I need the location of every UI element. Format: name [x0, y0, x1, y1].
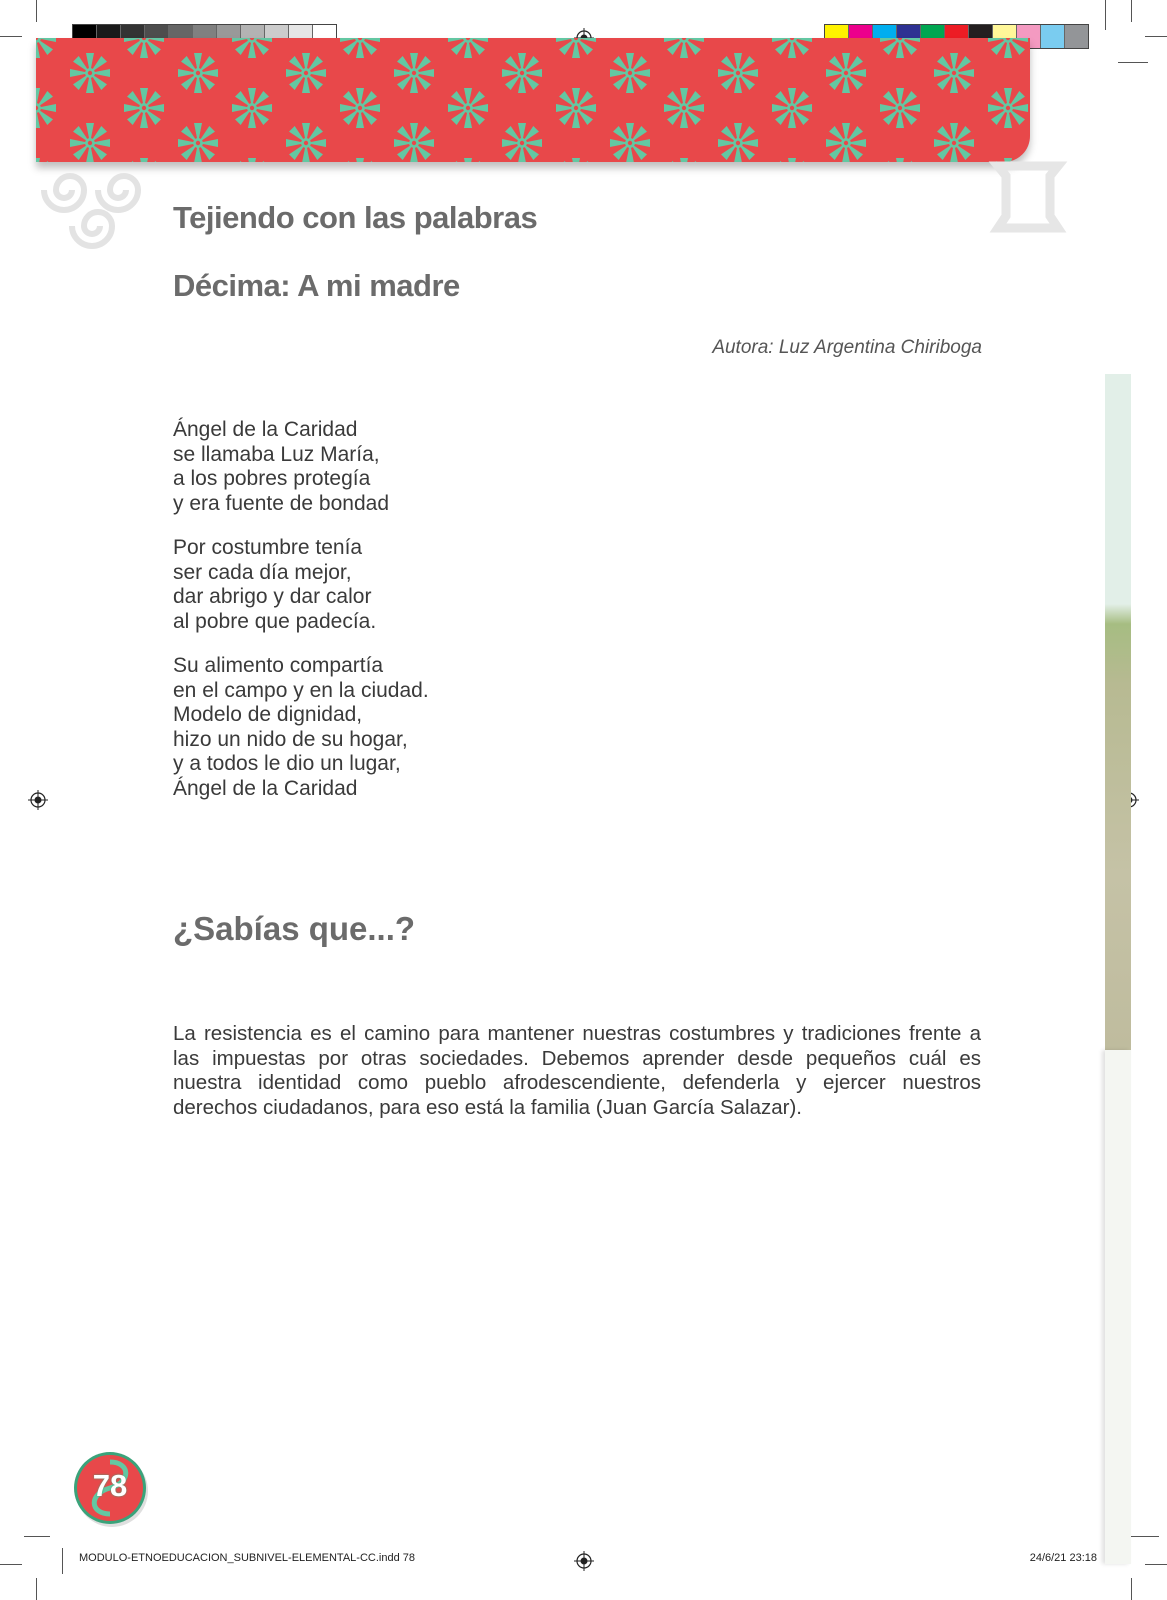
crop-mark	[1131, 1536, 1159, 1537]
crop-mark	[36, 0, 37, 22]
poem-line: hizo un nido de su hogar,	[173, 727, 408, 751]
illustration-strip	[1105, 374, 1131, 1050]
crop-mark	[1145, 1564, 1167, 1565]
poem-title: Décima: A mi madre	[173, 268, 460, 303]
poem-stanza	[173, 418, 673, 516]
poem-line: ser cada día mejor,	[173, 560, 352, 584]
page-edge-strip	[1105, 1050, 1131, 1564]
poem-line: Su alimento compartía	[173, 654, 384, 677]
did-you-know-text: La resistencia es el camino para mantener nuestras costumbres y tradiciones frente a las impuestas por otras sociedades. Debemos aprender desde pequeños cuál es nuestra identidad como pueblo afrodescendiente, defenderla y ejercer nuestros derechos ciudadanos, para eso está la familia (Juan García Salazar).	[173, 1022, 981, 1119]
date-slug: 24/6/21 23:18	[1029, 1552, 1097, 1564]
poem-line: Modelo de dignidad,	[173, 703, 363, 726]
section-heading: Tejiendo con las palabras	[173, 200, 538, 235]
flower-pattern	[36, 38, 1030, 162]
poem-stanza	[173, 654, 673, 801]
registration-mark-icon	[574, 1551, 594, 1571]
crop-mark	[0, 36, 22, 37]
crop-mark	[36, 1578, 37, 1600]
crop-mark	[1145, 36, 1167, 37]
poem-line: al pobre que padecía.	[173, 609, 377, 633]
poem-line: en el campo y en la ciudad.	[173, 678, 429, 702]
crop-mark	[1131, 0, 1132, 22]
poem-line: dar abrigo y dar calor	[173, 585, 372, 608]
crop-mark	[62, 1548, 63, 1574]
spiral-ornament	[34, 160, 150, 256]
poem-stanza	[173, 536, 673, 634]
poem-line: y a todos le dio un lugar,	[173, 752, 401, 775]
poem-line: Ángel de la Caridad	[173, 418, 358, 441]
header-banner	[36, 38, 1030, 162]
color-swatch	[1041, 25, 1065, 48]
poem-body	[173, 418, 673, 821]
crop-mark	[1118, 62, 1148, 63]
poem-line: y era fuente de bondad	[173, 491, 390, 515]
poem-line: a los pobres protegía	[173, 467, 371, 490]
registration-mark-icon	[28, 790, 48, 810]
crop-mark	[1131, 1578, 1132, 1600]
poem-line: Por costumbre tenía	[173, 536, 363, 559]
poem-line: Ángel de la Caridad	[173, 776, 358, 800]
crop-mark	[0, 1564, 22, 1565]
file-slug: MODULO-ETNOEDUCACION_SUBNIVEL-ELEMENTAL-CC.indd 78	[79, 1552, 415, 1564]
color-swatch	[1065, 25, 1088, 48]
crop-mark	[24, 1536, 50, 1537]
poem-line: se llamaba Luz María,	[173, 442, 380, 466]
poem-author: Autora: Luz Argentina Chiriboga	[712, 337, 982, 358]
did-you-know-heading: ¿Sabías que...?	[173, 910, 416, 947]
page-number: 78	[92, 1468, 128, 1503]
crop-mark	[1105, 0, 1106, 30]
square-ornament	[988, 158, 1068, 236]
